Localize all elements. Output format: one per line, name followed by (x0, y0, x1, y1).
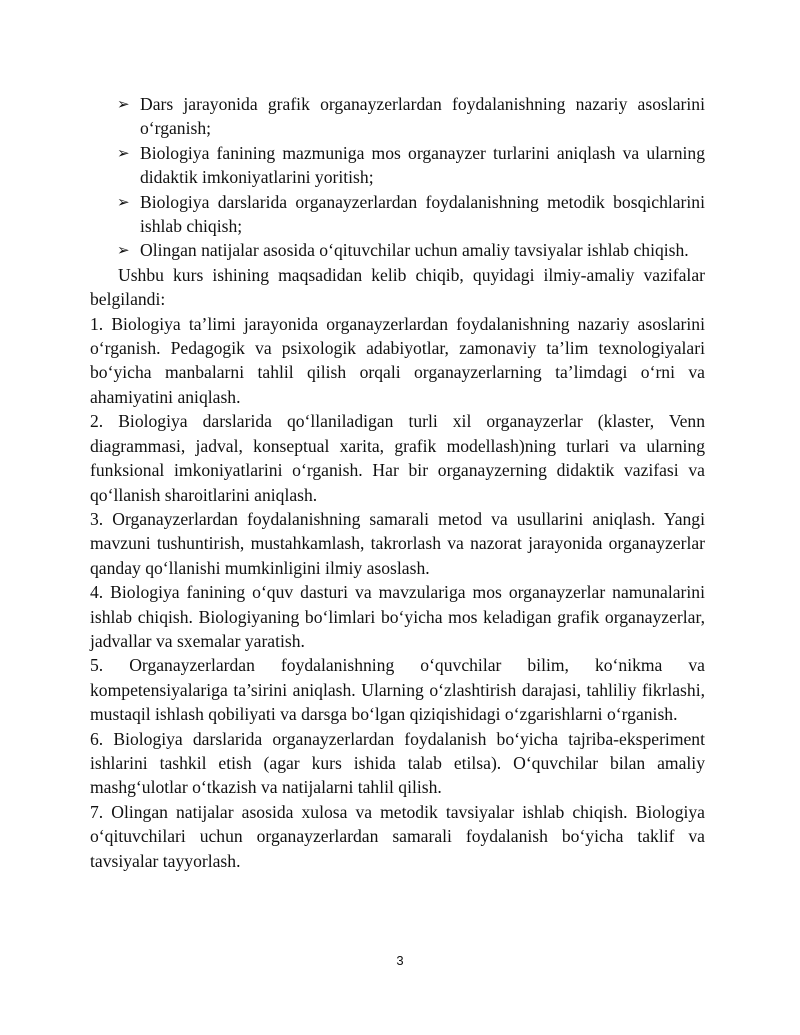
arrow-bullet-icon: ➢ (117, 143, 130, 162)
bullet-text: Biologiya darslarida organayzerlardan foydalanishning metodik bosqichlarini ishlab chiqish; (140, 191, 705, 237)
task-paragraph-3: 3. Organayzerlardan foydalanishning samarali metod va usullarini aniqlash. Yangi mavzuni tushuntirish, mustahkamlash, takrorlash va nazorat jarayonida organayzerlar qanday qo‘llanishi mumkinligini ilmiy asoslash. (90, 508, 705, 578)
bullet-item (90, 141, 705, 190)
bullet-item (90, 238, 705, 262)
bullet-text: Olingan natijalar asosida o‘qituvchilar uchun amaliy tavsiyalar ishlab chiqish. (140, 240, 689, 261)
task-paragraph-6: 6. Biologiya darslarida organayzerlardan foydalanish bo‘yicha tajriba-eksperiment ishlarini tashkil etish (agar kurs ishida talab etilsa). O‘quvchilar bilan amaliy mashg‘ulotlar o‘tkazish va natijalarni tahlil qilish. (90, 728, 705, 798)
bullet-text: Dars jarayonida grafik organayzerlardan foydalanishning nazariy asoslarini o‘rganish; (140, 94, 705, 139)
bullet-text: Biologiya fanining mazmuniga mos organayzer turlarini aniqlash va ularning didaktik imkoniyatlarini yoritish; (140, 142, 705, 188)
task-paragraph-5: 5. Organayzerlardan foydalanishning o‘quvchilar bilim, ko‘nikma va kompetensiyalariga ta’sirini aniqlash. Ularning o‘zlashtirish darajasi, tahliliy fikrlashi, mustaqil ishlash qobiliyati va darsga bo‘lgan qiziqishidagi o‘zgarishlarni o‘rganish. (90, 655, 705, 725)
task-paragraph-4: 4. Biologiya fanining o‘quv dasturi va mavzulariga mos organayzerlar namunalarini ishlab chiqish. Biologiyaning bo‘limlari bo‘yicha mos keladigan grafik organayzerlar, jadvallar va sxemalar yaratish. (90, 582, 705, 651)
bullet-item (90, 190, 705, 239)
bullet-item (90, 92, 705, 141)
intro-paragraph: Ushbu kurs ishining maqsadidan kelib chiqib, quyidagi ilmiy-amaliy vazifalar belgilandi: (90, 264, 705, 310)
arrow-bullet-icon: ➢ (117, 95, 130, 113)
page-number: 3 (396, 953, 404, 968)
document-body (90, 92, 705, 873)
arrow-bullet-icon: ➢ (117, 241, 130, 260)
task-paragraph-7: 7. Olingan natijalar asosida xulosa va metodik tavsiyalar ishlab chiqish. Biologiya o‘qituvchilari uchun organayzerlardan samarali foydalanish bo‘yicha taklif va tavsiyalar tayyorlash. (90, 801, 705, 871)
task-paragraph-2: 2. Biologiya darslarida qo‘llaniladigan turli xil organayzerlar (klaster, Venn diagrammasi, jadval, konseptual xarita, grafik modellash)ning turlari va ularning funksional imkoniyatlarini o‘rganish. Har bir organayzerning didaktik vazifasi va qo‘llanish sharoitlarini aniqlash. (90, 411, 705, 505)
arrow-bullet-icon: ➢ (117, 192, 130, 211)
task-paragraph-1: 1. Biologiya ta’limi jarayonida organayzerlardan foydalanishning nazariy asoslarini o‘rganish. Pedagogik va psixologik adabiyotlar, zamonaviy ta’lim texnologiyalari bo‘yicha manbalarni tahlil qilish orqali organayzerlarning ta’limdagi o‘rni va ahamiyatini aniqlash. (90, 313, 705, 407)
